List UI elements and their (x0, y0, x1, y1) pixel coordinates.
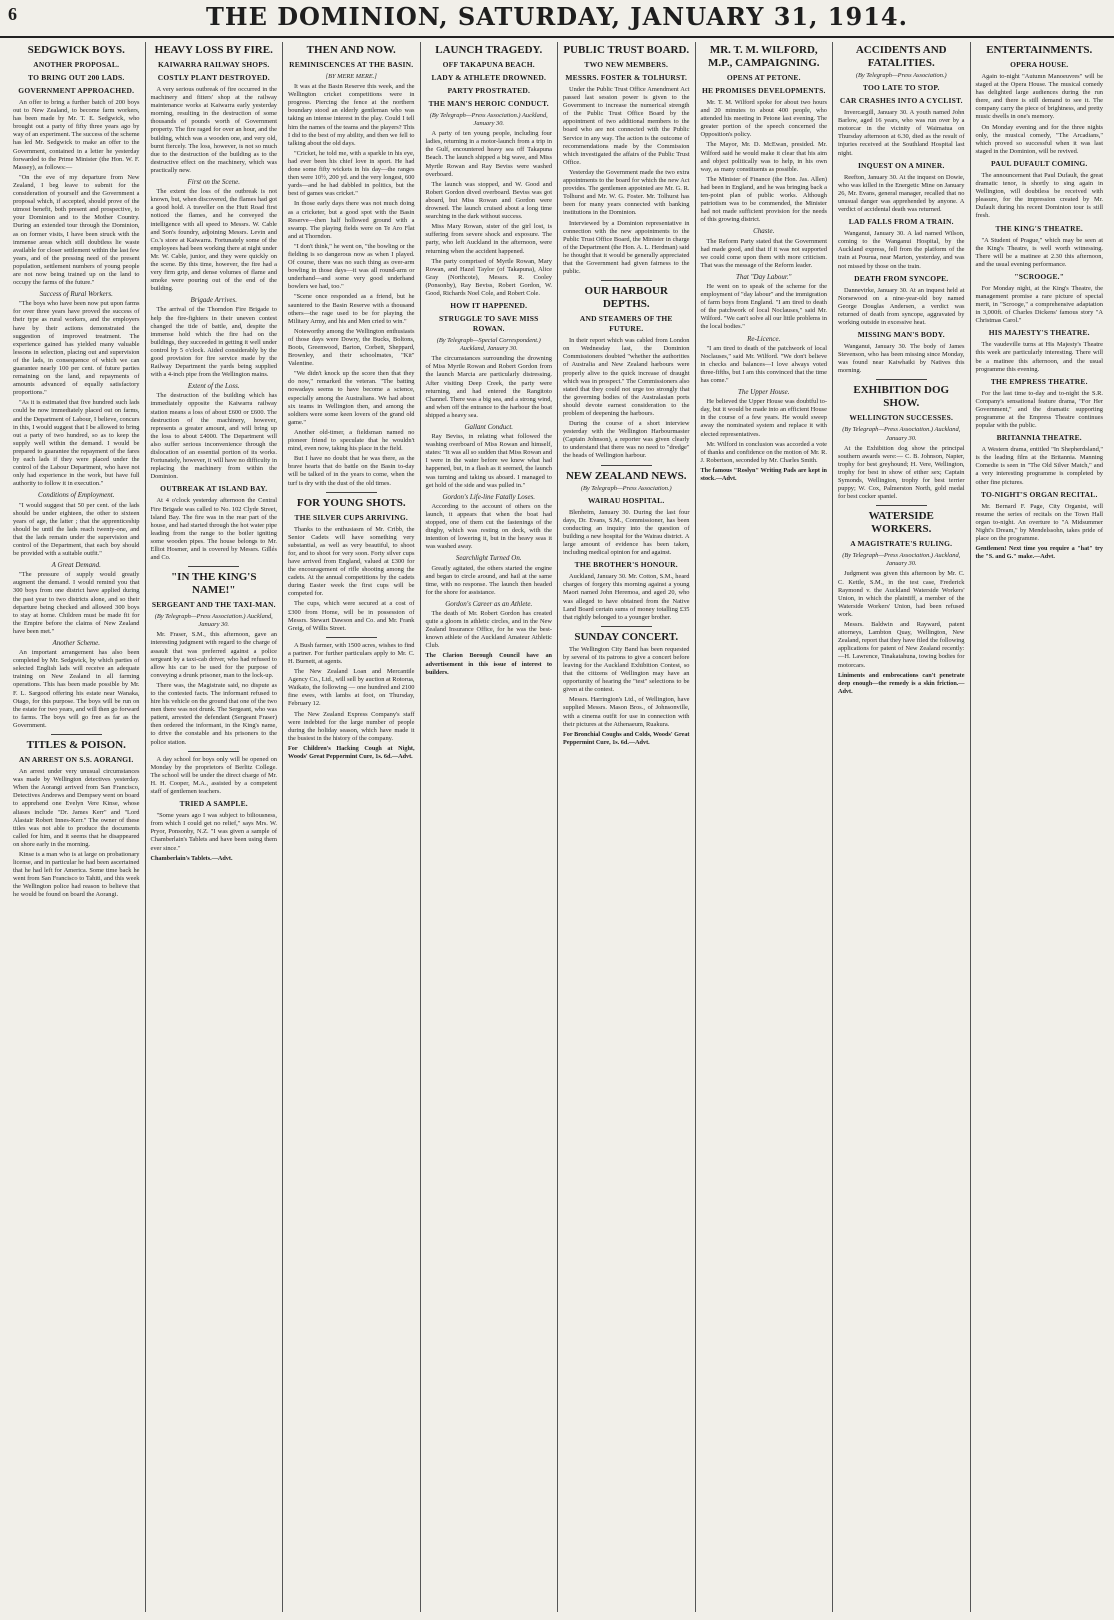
dateline: (By Telegraph—Special Correspondent.) Auckland, January 30. (436, 337, 541, 353)
paragraph: The extent the loss of the outbreak is not known, but, when discovered, the flames had got a good hold. A traveller on the Hutt Road first noticed the flames, and he conveyed the intelligence with all speed to Messrs. W. Cable and Son's foundry, adjoining Messrs. Levin and Co.'s store at Kaiwarra. Fortunately some of the employees had been working there at night under Mr. W. Cable, junior, and they were quickly on the scene. By this time, however, the fire had a very firm grip, and dense volumes of flame and smoke were pouring out of the end of the building. (150, 188, 277, 293)
headline: LAUNCH TRAGEDY. (435, 44, 543, 56)
headline: FOR YOUNG SHOTS. (296, 496, 406, 509)
paragraph: Wanganui, January 30. The body of James Stevenson, who has been missing since Monday, was found near Kaiwhaiki by Natives this morning. (838, 343, 965, 375)
column-5 (558, 42, 696, 1612)
paragraph: "I would suggest that 50 per cent. of the lads should be under eighteen, the other to sixteen years of age, the latter ; that the apprenticeship should be until the lads reach twenty-one, and that the lads remain under the supervision and control of the Department, that each boy should be provided with a suitable outfit." (13, 501, 140, 558)
subheading: MESSRS. FOSTER & TOLHURST. (565, 73, 688, 82)
subheading: STRUGGLE TO SAVE MISS ROWAN. (439, 314, 539, 334)
paragraph: Reefton, January 30. At the inquest on Dowie, who was killed in the Energetic Mine on January 26, Mr. Evans, general manager, recalled that no unusual danger was apprehended by anyone. A verdict of accidental death was returned. (838, 173, 965, 214)
dateline: (By Telegraph—Press Association.) Auckland, January 30. (842, 426, 961, 442)
subheading: TWO NEW MEMBERS. (584, 60, 669, 69)
subheading: THE SILVER CUPS ARRIVING. (294, 512, 408, 522)
section-heading: Gordon's Life-line Fatally Loses. (442, 492, 536, 501)
paragraph: Under the Public Trust Office Amendment Act passed last session power is given to the Government to increase the numerical strength of the Public Trust Office Board by the appointment of two additional members to the board who are not connected with the Public Service in any way. The action is the outcome of recommendations made by the Commission which investigated the affairs of the Public Trust Office. (563, 86, 690, 166)
divider-rule (876, 379, 927, 380)
subheading: THE MAN'S HEROIC CONDUCT. (428, 99, 549, 108)
paragraph: There was, the Magistrate said, no dispute as to the contested facts. The informant refused to hire his vehicle on the ground that one of the two men there was not drunk. The Sergeant, who was patient, arrested the defendant (Sergeant Fraser) then ordered the informant, in the King's name, to drive the constable and his prisoners to the police station. (150, 681, 277, 746)
paragraph: Thanks to the enthusiasm of Mr. Cribb, the Senior Cadets will have something very substantial, as well as very beautiful, to shoot for, and to shoot for very soon. Forty silver cups have arrived from England, valued at £300 for the encouragement of rifle shooting among the cadets. At the annual competitions by the cadets during Easter week the first cups will be competed for. (288, 525, 415, 598)
advertisement-line: Gentlemen! Next time you require a "hat" try the "S. and G." make.—Advt. (975, 545, 1103, 561)
paragraph: Kinse is a man who is at large on probationary license, and in particular he had been ascertained that he had left for America. Some time back he went from San Francisco to Tahiti, and this week the Wellington police had reason to believe that he would be found on board the Aorangi. (13, 850, 140, 899)
divider-rule (188, 751, 239, 752)
section-heading: Conditions of Employment. (38, 491, 115, 500)
dateline: [BY MERE MERE.] (325, 73, 377, 80)
paragraph: The death of Mr. Robert Gordon has created quite a gloom in athletic circles, and in the New Zealand Insurance Office, for he was the best-known athlete of the Auckland Amateur Athletic Club. (425, 609, 552, 650)
paragraph: Messrs. Baldwin and Rayward, patent attorneys, Lambton Quay, Wellington, New Zealand, report that they have filed the following applications for patent of New Zealand recently:—H. Lawrence, Tinakatahuna, towing bodies for motorcars. (838, 621, 965, 669)
headline: "IN THE KING'S NAME!" (171, 571, 257, 597)
advertisement-line: The Clarion Borough Council have an advertisement in this issue of interest to builders. (425, 652, 552, 676)
paragraph: "A Student of Prague," which may be seen at the King's Theatre, is well worth witnessing. There will be a matinee at 2.30 this afternoon, and the usual evening performance. (975, 236, 1103, 268)
paragraph: "Some years ago I was subject to biliousness, from which I could get no relief," says Mrs. W. Pryor, Ponsonby, N.Z. "I was given a sample of Chamberlain's Tablets and have been using them ever since." (150, 812, 277, 852)
paragraph: Miss Mary Rowan, sister of the girl lost, is suffering from severe shock and exposure. The party, who left Auckland in the afternoon, were returning when the accident happened. (425, 223, 552, 255)
paragraph: The New Zealand Loan and Mercantile Agency Co., Ltd., will sell by auction at Rotorua, Waikato, the following — one hundred and 2100 fine ewes, with lambs at foot, on Thursday, February 12. (288, 668, 415, 708)
subheading: PAUL DUFAULT COMING. (991, 158, 1088, 168)
subheading: THE BROTHER'S HONOUR. (574, 560, 678, 570)
headline: WATERSIDE WORKERS. (868, 510, 934, 536)
paragraph: "The boys who have been now put upon farms for over three years have proved the success of their type as rural workers, and the employers have by their actions demonstrated the suggestion of improved treatment. The experience gained has yielded many valuable lessons in selection, placing out and supervision of the lads, in consequence of which we can guarantee nearly 100 per cent. of future parties remaining on the land, and repayments of amounts advanced of equally satisfactory proportions." (13, 300, 140, 397)
headline: NEW ZEALAND NEWS. (565, 469, 687, 482)
subheading: PARTY PROSTRATED. (447, 86, 531, 95)
paragraph: A party of ten young people, including four ladies, returning in a motor-launch from a trip in the Gulf, encountered heavy sea off Takapuna Beach. The launch shipped a big wave, and Miss Myrtle Rowan and Ray Beviss were washed overboard. (425, 130, 552, 178)
paragraph: Mr. Bernard F. Page, City Organist, will resume the series of recitals on the Town Hall organ to-night. An overture to "A Midsummer Night's Dream," by Mendelssohn, takes pride of place on the programme. (975, 502, 1103, 543)
section-heading: Success of Rural Workers. (39, 290, 113, 299)
column-2 (146, 42, 284, 1612)
paragraph: Yesterday the Government made the two extra appointments to the board for which the new Act provides. The gentlemen appointed are Mr. G. R. Tolhurst and Mr. W. G. Foster. Mr. Tolhurst has been for many years connected with banking institutions in the Dominion. (563, 168, 690, 217)
paragraph: At 4 o'clock yesterday afternoon the Central Fire Brigade was called to No. 102 Clyde Street, Island Bay. The fire was in the rear part of the house, and had started through the hot water pipe leading from the range to the boiler igniting some wooden pipes. The house belongs to Mr. Elliot Hosmer, and is covered by Messrs. Gillés and Co. (150, 497, 277, 562)
section-heading: That "Day Labour." (736, 272, 792, 281)
headline: HEAVY LOSS BY FIRE. (154, 44, 273, 56)
subheading: OFF TAKAPUNA BEACH. (442, 60, 535, 69)
dateline: (By Telegraph—Press Association.) (580, 484, 672, 492)
paragraph: The circumstances surrounding the drowning of Miss Myrtle Rowan and Robert Gordon from the launch Marcia are particularly distressing. After visiting Deep Creek, the party were returning, and had entered the Rangitoto Channel. There was a big sea, and a strong wind, and when off the entrance to the harbour the boat shipped a heavy sea. (425, 355, 552, 419)
paragraph: The arrival of the Thorndon Fire Brigade to help the fire-fighters in their uneven contest changed the tide of battle, and, despite the immense hold which the fire had on the buildings, they succeeded in getting it well under control by 5 o'clock. Aided considerably by the good provision for fire service made by the Railway Department the yards being supplied with a 4-inch pipe from the Wellington mains. (150, 306, 277, 379)
advertisement-line: Chamberlain's Tablets.—Advt. (150, 854, 233, 862)
divider-rule (51, 734, 102, 735)
paragraph: According to the account of others on the launch, it appears that when the boat had stopped, one of them cut the fastenings of the dinghy, which was resting on deck, with the intention of lowering it, but in the heavy seas it was washed away. (425, 502, 552, 551)
subheading: "SCROOGE." (1014, 271, 1065, 281)
subheading: A MAGISTRATE'S RULING. (850, 539, 953, 549)
headline: MR. T. M. WILFORD, M.P., CAMPAIGNING. (707, 44, 820, 69)
subheading: ANOTHER PROPOSAL. (33, 60, 120, 69)
headline: TITLES & POISON. (26, 739, 126, 752)
subheading: THE EMPRESS THEATRE. (990, 376, 1088, 386)
paragraph: Mr. T. M. Wilford spoke for about two hours and 20 minutes to about 400 people, who attended his meeting in Petone last evening. The greater portion of the speech concerned the Opposition's policy. (700, 99, 827, 139)
paragraph: During the course of a short interview yesterday with the Wellington Harbourmaster (Captain Johnson), a reporter was given clearly to understand that there was no need to "dredge" the heads of Wellington harbour. (563, 420, 690, 460)
paragraph: He believed the Upper House was doubtful to-day, but it would be made into an efficient House in the course of a few years. He would sweep away the nominated system and replace it with elected representatives. (700, 398, 827, 438)
advertisement-line: The famous "Roslyn" Writing Pads are kept in stock.—Advt. (700, 466, 827, 483)
advertisement-line: Liniments and embrocations can't penetrate deep enough—the remedy is a skin friction.—Advt. (838, 671, 965, 695)
paragraph: "I don't think," he went on, "the bowling or the fielding is so dangerous now as when I played. Of course, there was no such thing as over-arm bowling in those days—it was all round-arm or underhand—and some very good underhand bowlers we had, too." (288, 242, 415, 291)
dateline: (By Telegraph—Press Association.) Auckland, January 30. (429, 112, 548, 128)
paragraph: For Monday night, at the King's Theatre, the management promise a rare picture of special merit, in "Scrooge," a comprehensive adaptation in 3,000ft. of Charles Dickens' famous story "A Christmas Carol." (975, 284, 1103, 325)
paragraph: Auckland, January 30. Mr. Cotton, S.M., heard charges of forgery this morning against a young Maori named John Heremoa, and aged 20, who was alleged to have obtained from the Native Land Board certain sums of money totalling £35 that rightly belonged to a younger brother. (563, 573, 690, 621)
subheading: TO BRING OUT 200 LADS. (28, 73, 125, 82)
subheading: DEATH FROM SYNCOPE. (854, 273, 949, 283)
paragraph: The launch was stopped, and W. Good and Robert Gordon dived overboard. Beviss was got aboard, but Miss Rowan and Gordon were drowned. The launch cruised about a long time searching in the dark without success. (425, 180, 552, 221)
subheading: OUTBREAK AT ISLAND BAY. (160, 484, 268, 494)
subheading: OPENS AT PETONE. (726, 73, 801, 82)
subheading: MISSING MAN'S BODY. (857, 330, 945, 340)
paragraph: He went on to speak of the scheme for the employment of "day labour" and the immigration of farm boys from England. "I am tired to death of the patchwork of local Noclauses," said Mr. Wilford. "We can't solve all our little problems in the local bodies." (700, 282, 827, 331)
subheading: LADY & ATHLETE DROWNED. (431, 73, 547, 82)
paragraph: The announcement that Paul Dufault, the great dramatic tenor, is shortly to sing again in Wellington, will doubtless be received with pleasure, for the impression created by Mr. Dufault during his recent Dominion tour is still fresh. (975, 171, 1103, 220)
paragraph: The cups, which were secured at a cost of £300 from Home, will be in possession of Messrs. Stewart Dawson and Co. and Mr. Frank Greig, of Willis Street. (288, 600, 415, 632)
subheading: SERGEANT AND THE TAXI-MAN. (151, 600, 276, 610)
divider-rule (188, 566, 239, 567)
advertisement-line: For Bronchial Coughs and Colds, Woods' Great Peppermint Cure, 1s. 6d.—Advt. (563, 730, 690, 746)
section-heading: The Upper House. (737, 388, 790, 397)
paragraph: "Cricket, he told me, with a sparkle in his eye, had ever been his chief love in sport. He had done some fifty wickets in his day—the ranges then were 10½, 200 yd. and the very longest, 600 yards—and he had dabbled in politics, but the best of games was cricket." (288, 149, 415, 198)
paragraph: Noteworthy among the Wellington enthusiasts of those days were Dowry, the Bucks, Boltons, Boots, Greenwood, Barton, Corbett, Sheppard, Brownley, and their schoolmates, "Kit" Valentine. (288, 327, 415, 368)
paragraph: Wanganui, January 30. A lad named Wilson, coming to the Wanganui Hospital, by the Auckland express, fell from the platform of the train at Pourua, near Marton, yesterday, and was not missed by those on the train. (838, 230, 965, 270)
paragraph: "Scene once responded as a friend, but he sauntered to the Basin Reserve with a thousand others—the rage used to be for playing the Military Army, and his and Men cried to win." (288, 293, 415, 325)
paragraph: An offer to bring a further batch of 200 boys out to New Zealand, to become farm workers, has been made by Mr. T. E. Sedgwick, who brought out a party of fifty three years ago by way of an experiment. The success of the scheme has led Mr. Sedgwick to make an offer to the Government, contained in a letter he yesterday forwarded to the Prime Minister (the Hon. W. F. Massey), as follows:— (13, 99, 140, 171)
masthead (0, 0, 1114, 38)
subheading: TOO LATE TO STOP. (862, 83, 940, 93)
divider-rule (326, 492, 377, 493)
paragraph: Mr. Wilford in conclusion was accorded a vote of thanks and confidence on the motion of Mr. R. J. Robertson, seconded by Mr. Charles Smith. (700, 440, 827, 464)
paragraph: "The pressure of supply would greatly augment the demand. I would remind you that 300 boys from one district have applied during the past year to two districts alone, and so their departure being checked and allowed 300 boys to stay at home. Children must be made fit for the Empire before the claims of New Zealand have been met." (13, 571, 140, 635)
column-6 (696, 42, 834, 1612)
section-heading: Extent of the Loss. (187, 382, 240, 391)
paragraph: But I have no doubt that he was there, as the brave hearts that do battle on the Basin to-day will be talked of in the years to come, when the turf is dry with the dust of the old times. (288, 455, 415, 487)
paragraph: A very serious outbreak of fire occurred in the machinery and fitters' shop at the railway maintenance works at Kaiwarra early yesterday morning, resulting in the destruction of some thousands of pounds worth of Government property. The fire raged for over an hour, and the building, which was a wooden one, and very old, burnt fiercely. The loss, however, is not so much due to the destruction of the building as to the destructive effect on the machinery, which was practically new. (150, 86, 277, 174)
paragraph: In their report which was cabled from London on Wednesday last, the Dominion Commissioners doubted "whether the authorities of Australia and New Zealand harbours were properly alive to the quick increase of draught which was in prospect." The Commissioners also stated that they could not urge too strongly that the governing bodies of the Australasian ports should devote earnest consideration to the problem of deepening the harbours. (563, 337, 690, 417)
headline: EXHIBITION DOG SHOW. (853, 384, 950, 410)
paragraph: Invercargill, January 30. A youth named John Barlow, aged 16 years, who was run over by a motorcar in the vicinity of Waimatua on Thursday afternoon at 6.30, died as the result of injuries received at the Southland Hospital last night. (838, 109, 965, 157)
subheading: BRITANNIA THEATRE. (996, 433, 1082, 443)
subheading: GOVERNMENT APPROACHED. (18, 86, 135, 95)
paragraph: Dannevirke, January 30. At an inquest held at Norsewood on a nine-year-old boy named George Douglas Andersen, a verdict was returned of death from syncope, aggravated by working outside in excessive heat. (838, 286, 965, 326)
headline: ACCIDENTS AND FATALITIES. (855, 44, 947, 69)
paragraph: "As it is estimated that five hundred such lads could be now immediately placed out on farms, and the Department of Labour, I believe, concurs in this, I would suggest that I be allowed to bring out a party of two hundred, so as to keep the supply well within the demand. I would be prepared to guarantee the repayment of the fares by each lads if they were placed under the control of the Labour Department, who have not only had experience in the work, but have full authority to follow it in execution." (13, 399, 140, 488)
paragraph: Mr. Fraser, S.M., this afternoon, gave an interesting judgment with regard to the charge of assault that was preferred against a police sergeant by a taxi-cab driver, who had refused to allow his car to be used for the purpose of conveying a drunk prisoner, man to the lock-up. (150, 631, 277, 679)
divider-rule (601, 626, 652, 627)
paragraph: The Minister of Finance (the Hon. Jas. Allen) had been in England, and he was bringing back a ten-point plan of public works. Although patriotism was to be commended, the Minister had not made sufficient provision for the needs of this growing district. (700, 175, 827, 224)
paragraph: "On the eve of my departure from New Zealand, I beg leave to submit for the consideration of yourself and the Government a proposal which, if accepted, should prove of the utmost benefit, both present and prospective, to your Dominion and to the Mother Country. During an extended tour through the Dominion, as on former visits, I have been struck with the immense areas which still doubtless lie waste available for closer settlement within the last few years, and of the pressing need of the present population, settlement numbers of young people are not now being trained up on the land to occupy the farms of the future." (13, 173, 140, 287)
paragraph: The Mayor, Mr. D. McEwan, presided. Mr. Wilford said he would make it clear that his aim and object politically was to help, in his own way, as many constituents as possible. (700, 141, 827, 173)
paragraph: "We didn't knock up the score then that they do now," remarked the veteran. "The batting nowadays seems to have become a science, especially among the Australians. We had about six teams in Wellington then, and among the soldiers were some keen lovers of the grand old game." (288, 370, 415, 426)
paragraph: The destruction of the building which has immediately opposite the Kaiwarra railway station means a loss of about £600 or £600. The destruction of the machinery, however, represents a greater amount, and will bring up the loss to about £4000. The Department will also suffer serious inconvenience through the dislocation of an essential portion of its works. Fortunately, however, it will have no difficulty in replacing the machinery from within the Dominion. (150, 392, 277, 481)
subheading: THE KING'S THEATRE. (995, 223, 1083, 233)
subheading: CAR CRASHES INTO A CYCLIST. (839, 96, 963, 106)
headline: SUNDAY CONCERT. (574, 630, 679, 643)
section-heading: Gordon's Career as an Athlete. (445, 599, 533, 608)
divider-rule (876, 505, 927, 506)
paragraph: A Bush farmer, with 1500 acres, wishes to find a partner. For further particulars apply to Mr. C. H. Burnett, at agents. (288, 641, 415, 665)
paragraph: Messrs. Harrington's Ltd., of Wellington, have supplied Messrs. Mason Bros., of Johnsonville, with a cinema outfit for use in connection with their pictures at the Athenaeum, Ruakura. (563, 696, 690, 728)
paragraph: An arrest under very unusual circumstances was made by Wellington detectives yesterday. When the Aorangi arrived from San Francisco, Detectives Andrews and Dempsey went on board to apprehend one Evelyn Vere Kinse, whose aliases include "Dr. James Kerr" and "Lord Alastair Robert Innes-Kerr." The owner of these titles was not able to produce the documents called for him, and it seems that he disappeared on shore early in the morning. (13, 768, 140, 848)
divider-rule (601, 280, 652, 281)
paragraph: At the Exhibition dog show the principal southern awards were:— C. B. Johnson, Napier, trophy for best greyhound; H. Vere, Wellington, trophy for best in show of either sex; Captain Symonds, Wellington, trophy for best terrier puppy; W. Cox, Palmerston North, gold medal for best cocker spaniel. (838, 444, 965, 501)
paragraph: Interviewed by a Dominion representative in connection with the new appointments to the Public Trust Office Board, the Minister in charge of the Department (the Hon. A. L. Herdman) said he thought that it would be generally appreciated that the Government had given fairness to the public. (563, 219, 690, 276)
paragraph: The party comprised of Myrtle Rowan, Mary Rowan, and Hazel Taylor (of Takapuna), Alice Gray (Northcote), Messrs. R. Cooley (Ponsonby), Ray Beviss, Robert Gordon, W. Good, Richards Noel Cole, and Robert Cole. (425, 257, 552, 297)
paragraph: The Reform Party stated that the Government had made good, and that if it was not supported we could come upon them with more criticism. That was the message of the Reform leader. (700, 237, 827, 269)
paragraph: Ray Beviss, in relating what followed the washing overboard of Miss Rowan and himself, states: "It was all so sudden that Miss Rowan and I were in the water before we knew what had happened, but, in a flash as it seemed, the launch was turning and taking us aboard. I managed to get hold of the side and was pulled in." (425, 433, 552, 489)
dateline: (By Telegraph—Press Association.) Auckland, January 30. (154, 613, 273, 629)
paragraph: In those early days there was not much doing as a cricketer, but a good spot with the Basin Reserve—then half hollowed ground with a swamp. The playing fields were on Te Aro Flat and at Thorndon. (288, 200, 415, 240)
column-7 (833, 42, 971, 1612)
page-number: 6 (8, 4, 17, 24)
subheading: TO-NIGHT'S ORGAN RECITAL. (980, 489, 1098, 499)
subheading: WELLINGTON SUCCESSES. (849, 413, 954, 423)
paragraph: The Wellington City Band has been requested by several of its patrons to give a concert before leaving for the Auckland Exhibition Contest, so that the citizens of Wellington may have an opportunity of hearing the "test" selections to be given at the contest. (563, 645, 690, 694)
paragraph: Blenheim, January 30. During the last four days, Dr. Evans, S.M., Commissioner, has been conducting an inquiry into the question of building a new hospital for the Wairau district. A large amount of evidence has been taken, including medical opinion for and against. (563, 508, 690, 557)
subheading: OPERA HOUSE. (1010, 60, 1069, 69)
newspaper-title: THE DOMINION, SATURDAY, JANUARY 31, 1914. (206, 2, 908, 31)
subheading: LAD FALLS FROM A TRAIN. (848, 217, 954, 227)
headline: OUR HARBOUR DEPTHS. (584, 285, 668, 311)
subheading: REMINISCENCES AT THE BASIN. (289, 60, 414, 69)
subheading: AN ARREST ON S.S. AORANGI. (19, 755, 134, 765)
column-4 (421, 42, 559, 1612)
section-heading: Searchlight Turned On. (455, 554, 522, 563)
paragraph: "I am tired to death of the patchwork of local Noclauses," said Mr. Wilford. "We don't believe in checks and balances—I love always voted three-fifths, but I am this convinced that the time has come." (700, 344, 827, 384)
column-1 (8, 42, 146, 1612)
paragraph: Another old-timer, a fieldsman named no pioneer friend to speculate that he wouldn't mind, even now, taking his place in the field. (288, 428, 415, 453)
subheading: AND STEAMERS OF THE FUTURE. (579, 314, 673, 334)
paragraph: On Monday evening and for the three nights only, the musical comedy, "The Arcadians," which proved so successful when it was last staged in the Dominion, will be revived. (975, 123, 1103, 155)
section-heading: Gallant Conduct. (464, 423, 514, 431)
subheading: WAIRAU HOSPITAL. (588, 495, 665, 505)
divider-rule (601, 465, 652, 466)
subheading: INQUEST ON A MINER. (857, 160, 945, 170)
advertisement-line: For Children's Hacking Cough at Night, Woods' Great Peppermint Cure, 1s. 6d.—Advt. (288, 744, 415, 761)
subheading: HE PROMISES DEVELOPMENTS. (701, 86, 826, 95)
section-heading: Brigade Arrives. (190, 296, 238, 305)
section-heading: Another Scheme. (52, 639, 100, 647)
paragraph: The vaudeville turns at His Majesty's Theatre this week are particularly interesting. There will be a matinee this afternoon, and the usual programme this evening. (975, 341, 1103, 373)
divider-rule (326, 637, 377, 638)
dateline: (By Telegraph—Press Association.) Auckland, January 30. (842, 552, 961, 568)
column-8 (971, 42, 1109, 1612)
paragraph: Again to-night "Autumn Manoeuvres" will be staged at the Opera House. The musical comedy has delighted large audiences during the run there, and there is still demand to see it. The company carry the piece of brightness, and pretty music dwells in one's memory. (975, 73, 1103, 121)
paragraph: Judgment was given this afternoon by Mr. C. C. Kettle, S.M., in the test case, Frederick Raymond v. the Auckland Waterside Workers' Union, in which the plaintiff, a member of the Waterside Workers' Union, had been refused work. (838, 570, 965, 618)
article-columns (8, 42, 1108, 1612)
headline: THEN AND NOW. (306, 44, 396, 56)
dateline: (By Telegraph—Press Association.) (855, 72, 947, 79)
section-heading: Re-Licence. (747, 334, 781, 343)
paragraph: A Western drama, entitled "In Shepherdsland," is the leading film at the Britannia. Manning Comedie is seen in "The Old Silver Match," and a very interesting programme is completed by other fine pictures. (975, 446, 1103, 486)
paragraph: The New Zealand Express Company's staff were indebted for the large number of people during the holiday season, which have made it the busiest in the history of the company. (288, 710, 415, 742)
headline: PUBLIC TRUST BOARD. (563, 44, 690, 56)
subheading: KAIWARRA RAILWAY SHOPS. (157, 60, 270, 69)
paragraph: Greatly agitated, the others started the engine and began to circle around, and hail at the same time, with no response. The launch then headed for the shore for assistance. (425, 564, 552, 596)
section-heading: Chaste. (753, 227, 775, 236)
paragraph: For the last time to-day and to-night the S.R. Company's sensational feature drama, "For Her Government," and the dramatic supporting programme at the Empress Theatre continues popular with the public. (975, 389, 1103, 430)
subheading: HIS MAJESTY'S THEATRE. (988, 328, 1090, 338)
paragraph: It was at the Basin Reserve this week, and the Wellington cricket competitions were in progress. Piercing the fence at the northern boundary stood an elderly gentleman who was taking an intense interest in the play. Could I tell him the names of the teams and the players? This I did to the best of my ability, and then we fell to talking about the old days. (288, 83, 415, 147)
paragraph: An important arrangement has also been completed by Mr. Sedgwick, by which parties of selected English lads will receive an adequate training on New Zealand in all farming operations. This has been made possible by Mr. F. L. Sargood offering his estate near Wanaka, Otago, for this purpose. The boys will be run on the estate for two years, and will then go forward to farms. The boys will go free as far as the Government. (13, 649, 140, 729)
headline: SEDGWICK BOYS. (27, 44, 125, 56)
subheading: HOW IT HAPPENED. (450, 301, 528, 311)
section-heading: First on the Scene. (187, 178, 240, 187)
subheading: TRIED A SAMPLE. (179, 799, 248, 809)
subheading: COSTLY PLANT DESTROYED. (157, 73, 270, 82)
headline: ENTERTAINMENTS. (986, 44, 1093, 56)
section-heading: A Great Demand. (51, 561, 101, 570)
paragraph: A day school for boys only will be opened on Monday by the proprietors of Berlitz College. The school will be under the direct charge of Mr. H. H. Cooper, M.A., assisted by a competent staff of gentlemen teachers. (150, 755, 277, 796)
column-3 (283, 42, 421, 1612)
